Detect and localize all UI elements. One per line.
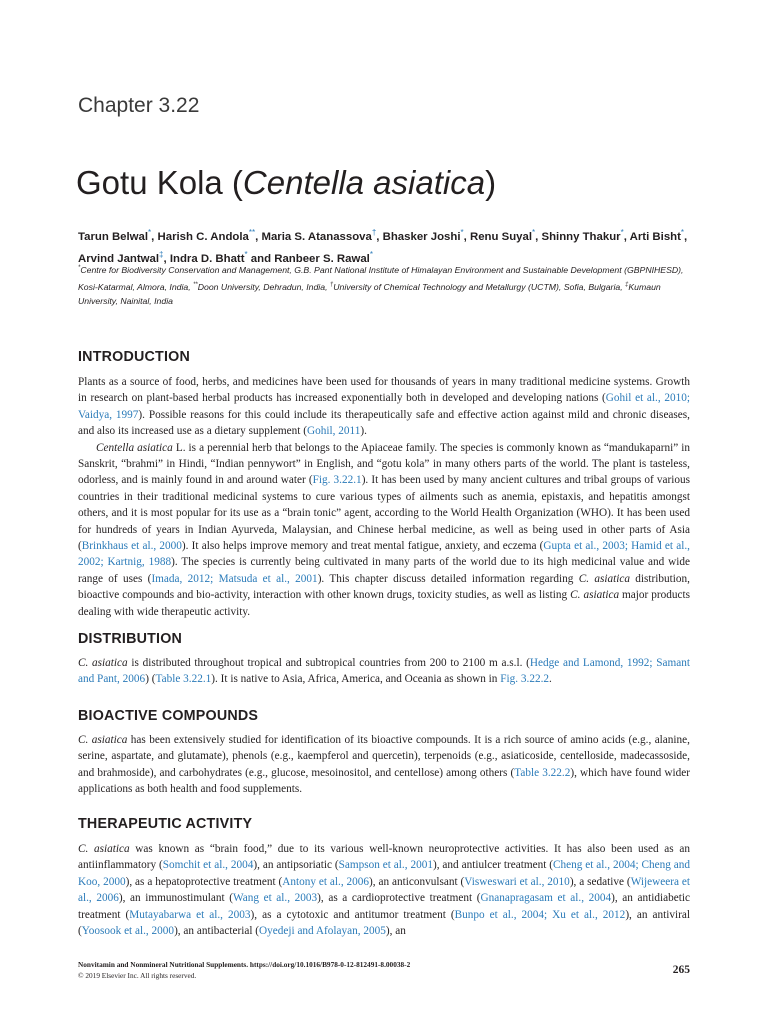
- text-run: ), which have found wider applications as both health and food supplements.: [78, 766, 691, 796]
- section-body-introduction: [78, 374, 690, 620]
- text-run: ). It has been used by many ancient cultures and tribal groups of various countries in their traditional medicinal systems to cure various types of ailments such as anemia, epistaxis, and hepatitis amongst others, and it is most popular for its use as a “brain tonic” agent, according to the World Health Organization (WHO). It has been used for hundreds of years in Indian Ayurveda, Malaysian, and Chinese herbal medicine, as well as being used in other parts of Asia (: [78, 474, 690, 553]
- footer-journal-doi: Nonvitamin and Nonmineral Nutritional Supplements. https://doi.org/10.1016/B978-0-12-812491-8.00038-2: [78, 960, 411, 969]
- text-run: ). The species is currently being cultivated in many parts of the world due to its high medicinal value and wide range of uses (: [78, 556, 690, 585]
- text-run: ), an antidiabetic treatment (: [78, 892, 690, 921]
- species-name: C. asiatica: [78, 657, 128, 669]
- author-list: Tarun Belwal*, Harish C. Andola**, Maria S. Atanassova†, Bhasker Joshi*, Renu Suyal*, Shinny Thakur*, Arti Bisht*, Arvind Jantwal‡, Indra D. Bhatt* and Ranbeer S. Rawal*: [78, 228, 688, 265]
- author-name: Renu Suyal: [469, 230, 532, 243]
- citation-link[interactable]: Brinkhaus et al., 2000: [81, 540, 182, 553]
- author-name: Tarun Belwal: [78, 230, 149, 243]
- affiliation-mark: †: [329, 281, 334, 288]
- text-run: ).: [360, 425, 367, 438]
- citation-link[interactable]: Sampson et al., 2001: [338, 859, 433, 872]
- section-body-bioactive-compounds: [78, 732, 690, 798]
- text-run: ), an antipsoriatic (: [253, 859, 339, 872]
- section-body-distribution: [78, 655, 690, 688]
- citation-link[interactable]: Somchit et al., 2004: [162, 859, 254, 872]
- citation-link[interactable]: Fig. 3.22.1: [312, 474, 362, 487]
- citation-link[interactable]: Table 3.22.2: [514, 766, 571, 779]
- author-name: Arti Bisht: [629, 230, 681, 243]
- citation-link[interactable]: Imada, 2012; Matsuda et al., 2001: [151, 572, 318, 585]
- species-name: C. asiatica: [570, 589, 620, 602]
- affiliations: [78, 261, 690, 309]
- footer-copyright: © 2019 Elsevier Inc. All rights reserved.: [78, 970, 197, 980]
- citation-link[interactable]: Yoosook et al., 2000: [81, 925, 175, 938]
- author-name: Harish C. Andola: [157, 230, 249, 243]
- species-name: Centella asiatica: [96, 441, 173, 454]
- author-name: Indra D. Bhatt: [169, 252, 245, 265]
- citation-link[interactable]: Visweswari et al., 2010: [464, 875, 570, 888]
- chapter-label: Chapter 3.22: [78, 94, 200, 117]
- citation-link[interactable]: Gupta et al., 2003; Hamid et al., 2002; Kartnig, 1988: [78, 540, 690, 569]
- affiliation-text: Centre for Biodiversity Conservation and Management, G.B. Pant National Institute of Himalayan Environment and Sustainable Development (GBPNIHESD), Kosi-Katarmal, Almora, India,: [78, 264, 684, 292]
- title-main: Gotu Kola (: [76, 164, 243, 201]
- text-run: ). It also helps improve memory and treat mental fatigue, anxiety, and eczema (: [181, 540, 544, 553]
- author-affiliation-mark: **: [248, 228, 256, 237]
- citation-link[interactable]: Gohil, 2011: [307, 425, 361, 438]
- author-name: Bhasker Joshi: [382, 230, 461, 243]
- paragraph: [78, 655, 690, 688]
- text-run: ), as a cardioprotective treatment (: [317, 892, 481, 905]
- footer: [78, 960, 410, 982]
- text-run: ), an anticonvulsant (: [369, 875, 465, 888]
- author-affiliation-mark: *: [148, 228, 152, 237]
- text-run: .: [549, 673, 552, 686]
- text-run: ), an immunostimulant (: [118, 892, 233, 905]
- page-number: 265: [672, 964, 690, 976]
- section-body-therapeutic-activity: [78, 841, 690, 939]
- chapter-title: [76, 164, 496, 202]
- paragraph: [78, 732, 690, 798]
- text-run: ). Possible reasons for this could include its therapeutically safe and effective action against mild and chronic diseases, and also its increased use as a dietary supplement (: [78, 408, 690, 438]
- author-affiliation-mark: ‡: [159, 249, 164, 259]
- author-name: Arvind Jantwal: [78, 252, 160, 265]
- author-affiliation-mark: *: [460, 228, 464, 237]
- citation-link[interactable]: Gohil et al., 2010; Vaidya, 1997: [78, 392, 690, 421]
- section-heading-therapeutic-activity: THERAPEUTIC ACTIVITY: [78, 816, 253, 832]
- author-affiliation-mark: †: [371, 228, 377, 237]
- text-run: ). It is native to Asia, Africa, America, and Oceania as shown in: [211, 673, 501, 686]
- section-heading-introduction: INTRODUCTION: [78, 349, 191, 365]
- citation-link[interactable]: Hedge and Lamond, 1992; Samant and Pant, 2006: [78, 657, 690, 686]
- title-species: Centella asiatica: [242, 164, 486, 201]
- species-name: C. asiatica: [78, 734, 128, 746]
- paragraph: [78, 440, 690, 620]
- text-run: is distributed throughout tropical and subtropical countries from 200 to 2100 m a.s.l. (: [127, 657, 530, 669]
- affiliation-mark: **: [193, 281, 198, 288]
- species-name: C. asiatica: [78, 843, 130, 855]
- author-affiliation-mark: *: [244, 249, 248, 259]
- text-run: has been extensively studied for identification of its bioactive compounds. It is a rich source of amino acids (e.g., alanine, serine, aspartate, and glutamate), phenols (e.g., kaempferol and quercetin), terpenoids (e.g., asiaticoside, centelloside, madecassoside, and brahmoside), and carbohydrates (e.g., glucose, mesoinositol, and centellose) among others (: [78, 734, 690, 779]
- author-affiliation-mark: *: [532, 228, 536, 237]
- citation-link[interactable]: Gnanapragasam et al., 2004: [480, 892, 612, 905]
- affiliation-text: Kumaun University, Nainital, India: [78, 281, 661, 307]
- author-affiliation-mark: *: [369, 249, 373, 259]
- text-run: ), an antiviral (: [78, 908, 691, 938]
- affiliation-text: University of Chemical Technology and Metallurgy (UCTM), Sofia, Bulgaria,: [333, 281, 626, 292]
- text-run: ) (: [145, 673, 156, 686]
- citation-link[interactable]: Cheng et al., 2004; Cheng and Koo, 2000: [78, 859, 690, 888]
- author-name: Ranbeer S. Rawal: [274, 252, 370, 265]
- paragraph: [78, 841, 690, 939]
- text-run: distribution, bioactive compounds and bio-activity, interaction with other known drugs, toxicity studies, as well as listing: [78, 572, 690, 602]
- text-run: was known as “brain food,” due to its various well-known neuroprotective activities. It has also been used as an antiinflammatory (: [78, 843, 690, 872]
- citation-link[interactable]: Bunpo et al., 2004; Xu et al., 2012: [454, 908, 626, 921]
- text-run: ), and antiulcer treatment (: [432, 859, 553, 872]
- citation-link[interactable]: Wijeweera et al., 2006: [78, 875, 690, 905]
- section-heading-distribution: DISTRIBUTION: [78, 631, 183, 647]
- title-end: ): [485, 164, 497, 201]
- citation-link[interactable]: Table 3.22.1: [155, 673, 212, 686]
- text-run: ). This chapter discuss detailed information regarding: [317, 572, 579, 585]
- paragraph: [78, 374, 690, 440]
- citation-link[interactable]: Wang et al., 2003: [233, 892, 318, 905]
- text-run: ), as a hepatoprotective treatment (: [125, 875, 283, 888]
- text-run: ), as a cytotoxic and antitumor treatment (: [250, 908, 455, 921]
- text-run: Plants as a source of food, herbs, and medicines have been used for thousands of years in many traditional medicine systems. Growth in research on plant-based herbal products has increased exponentially both in developed and developing nations (: [78, 376, 690, 405]
- text-run: L. is a perennial herb that belongs to the Apiaceae family. The species is commonly known as “mandukaparni” in Sanskrit, “brahmi” in Hindi, “Indian pennywort” in English, and “gotu kola” in many others parts of the world. The plant is tasteless, odorless, and is mainly found in and around water (: [78, 441, 690, 487]
- affiliation-mark: ‡: [625, 281, 629, 288]
- citation-link[interactable]: Antony et al., 2006: [282, 875, 370, 888]
- text-run: major products dealing with wide therapeutic activity.: [78, 589, 690, 618]
- affiliation-mark: *: [78, 265, 81, 271]
- species-name: C. asiatica: [578, 572, 630, 585]
- citation-link[interactable]: Oyedeji and Afolayan, 2005: [259, 925, 386, 938]
- text-run: ), a sedative (: [569, 875, 631, 888]
- author-name: Maria S. Atanassova: [261, 230, 372, 243]
- affiliation-text: Doon University, Dehradun, India,: [197, 281, 330, 292]
- text-run: ), an antibacterial (: [174, 925, 260, 938]
- author-affiliation-mark: *: [680, 228, 685, 237]
- citation-link[interactable]: Fig. 3.22.2: [500, 673, 550, 686]
- section-heading-bioactive-compounds: BIOACTIVE COMPOUNDS: [78, 708, 259, 724]
- author-affiliation-mark: *: [620, 228, 624, 237]
- text-run: ), an: [385, 925, 406, 938]
- author-name: Shinny Thakur: [541, 230, 621, 243]
- citation-link[interactable]: Mutayabarwa et al., 2003: [129, 908, 251, 921]
